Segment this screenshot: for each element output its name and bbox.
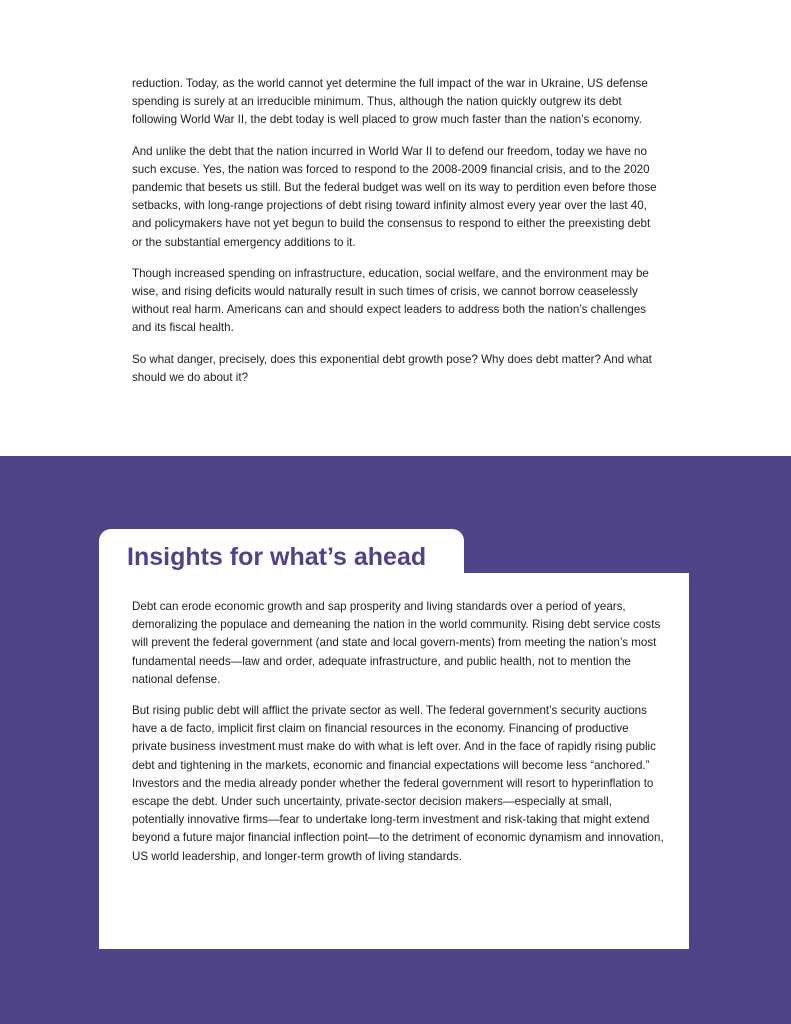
intro-paragraph: reduction. Today, as the world cannot yet determine the full impact of the war in Ukraine, US defense spending is surely at an irreducible minimum. Thus, although the nation quickly outgrew its debt following World War II, the debt today is well placed to grow much faster than the nation’s economy. bbox=[132, 77, 648, 127]
insights-paragraph: Debt can erode economic growth and sap prosperity and living standards over a period of years, demoralizing the populace and demeaning the nation in the world community. Rising debt service costs will prevent the federal government (and state and local govern-ments) from meeting the nation’s most fundamental needs—law and order, adequate infrastructure, and public health, not to mention the national defense. bbox=[132, 600, 661, 686]
intro-body bbox=[132, 75, 660, 400]
insights-body bbox=[132, 598, 664, 879]
intro-paragraph: And unlike the debt that the nation incurred in World War II to defend our freedom, today we have no such excuse. Yes, the nation was forced to respond to the 2008-2009 financial crisis, and to the 2020 pandemic that besets us still. But the federal budget was well on its way to perdition even before those setbacks, with long-range projections of debt rising toward infinity almost every year over the last 40, and policymakers have not yet begun to build the consensus to respond to either the preexisting debt or the substantial emergency additions to it. bbox=[132, 144, 657, 249]
insights-title: Insights for what’s ahead bbox=[127, 543, 427, 571]
intro-paragraph: So what danger, precisely, does this exponential debt growth pose? Why does debt matter? And what should we do about it? bbox=[132, 352, 652, 384]
intro-paragraph: Though increased spending on infrastructure, education, social welfare, and the environment may be wise, and rising deficits would naturally result in such times of crisis, we cannot borrow ceaselessly without real harm. Americans can and should expect leaders to address both the nation’s challenges and its fiscal health. bbox=[132, 266, 649, 335]
insights-paragraph: But rising public debt will afflict the private sector as well. The federal government’s security auctions have a de facto, implicit first claim on financial resources in the economy. Financing of productive private business investment must make do with what is left over. And in the face of rapidly rising public debt and tightening in the markets, economic and financial expectations will become less “anchored.” Investors and the media already ponder whether the federal government will resort to hyperinflation to escape the debt. Under such uncertainty, private-sector decision makers—especially at small, potentially innovative firms—fear to undertake long-term investment and risk-taking that might extend beyond a future major financial inflection point—to the detriment of economic dynamism and innovation, US world leadership, and longer-term growth of living standards. bbox=[132, 704, 664, 863]
intro-section bbox=[0, 0, 791, 456]
